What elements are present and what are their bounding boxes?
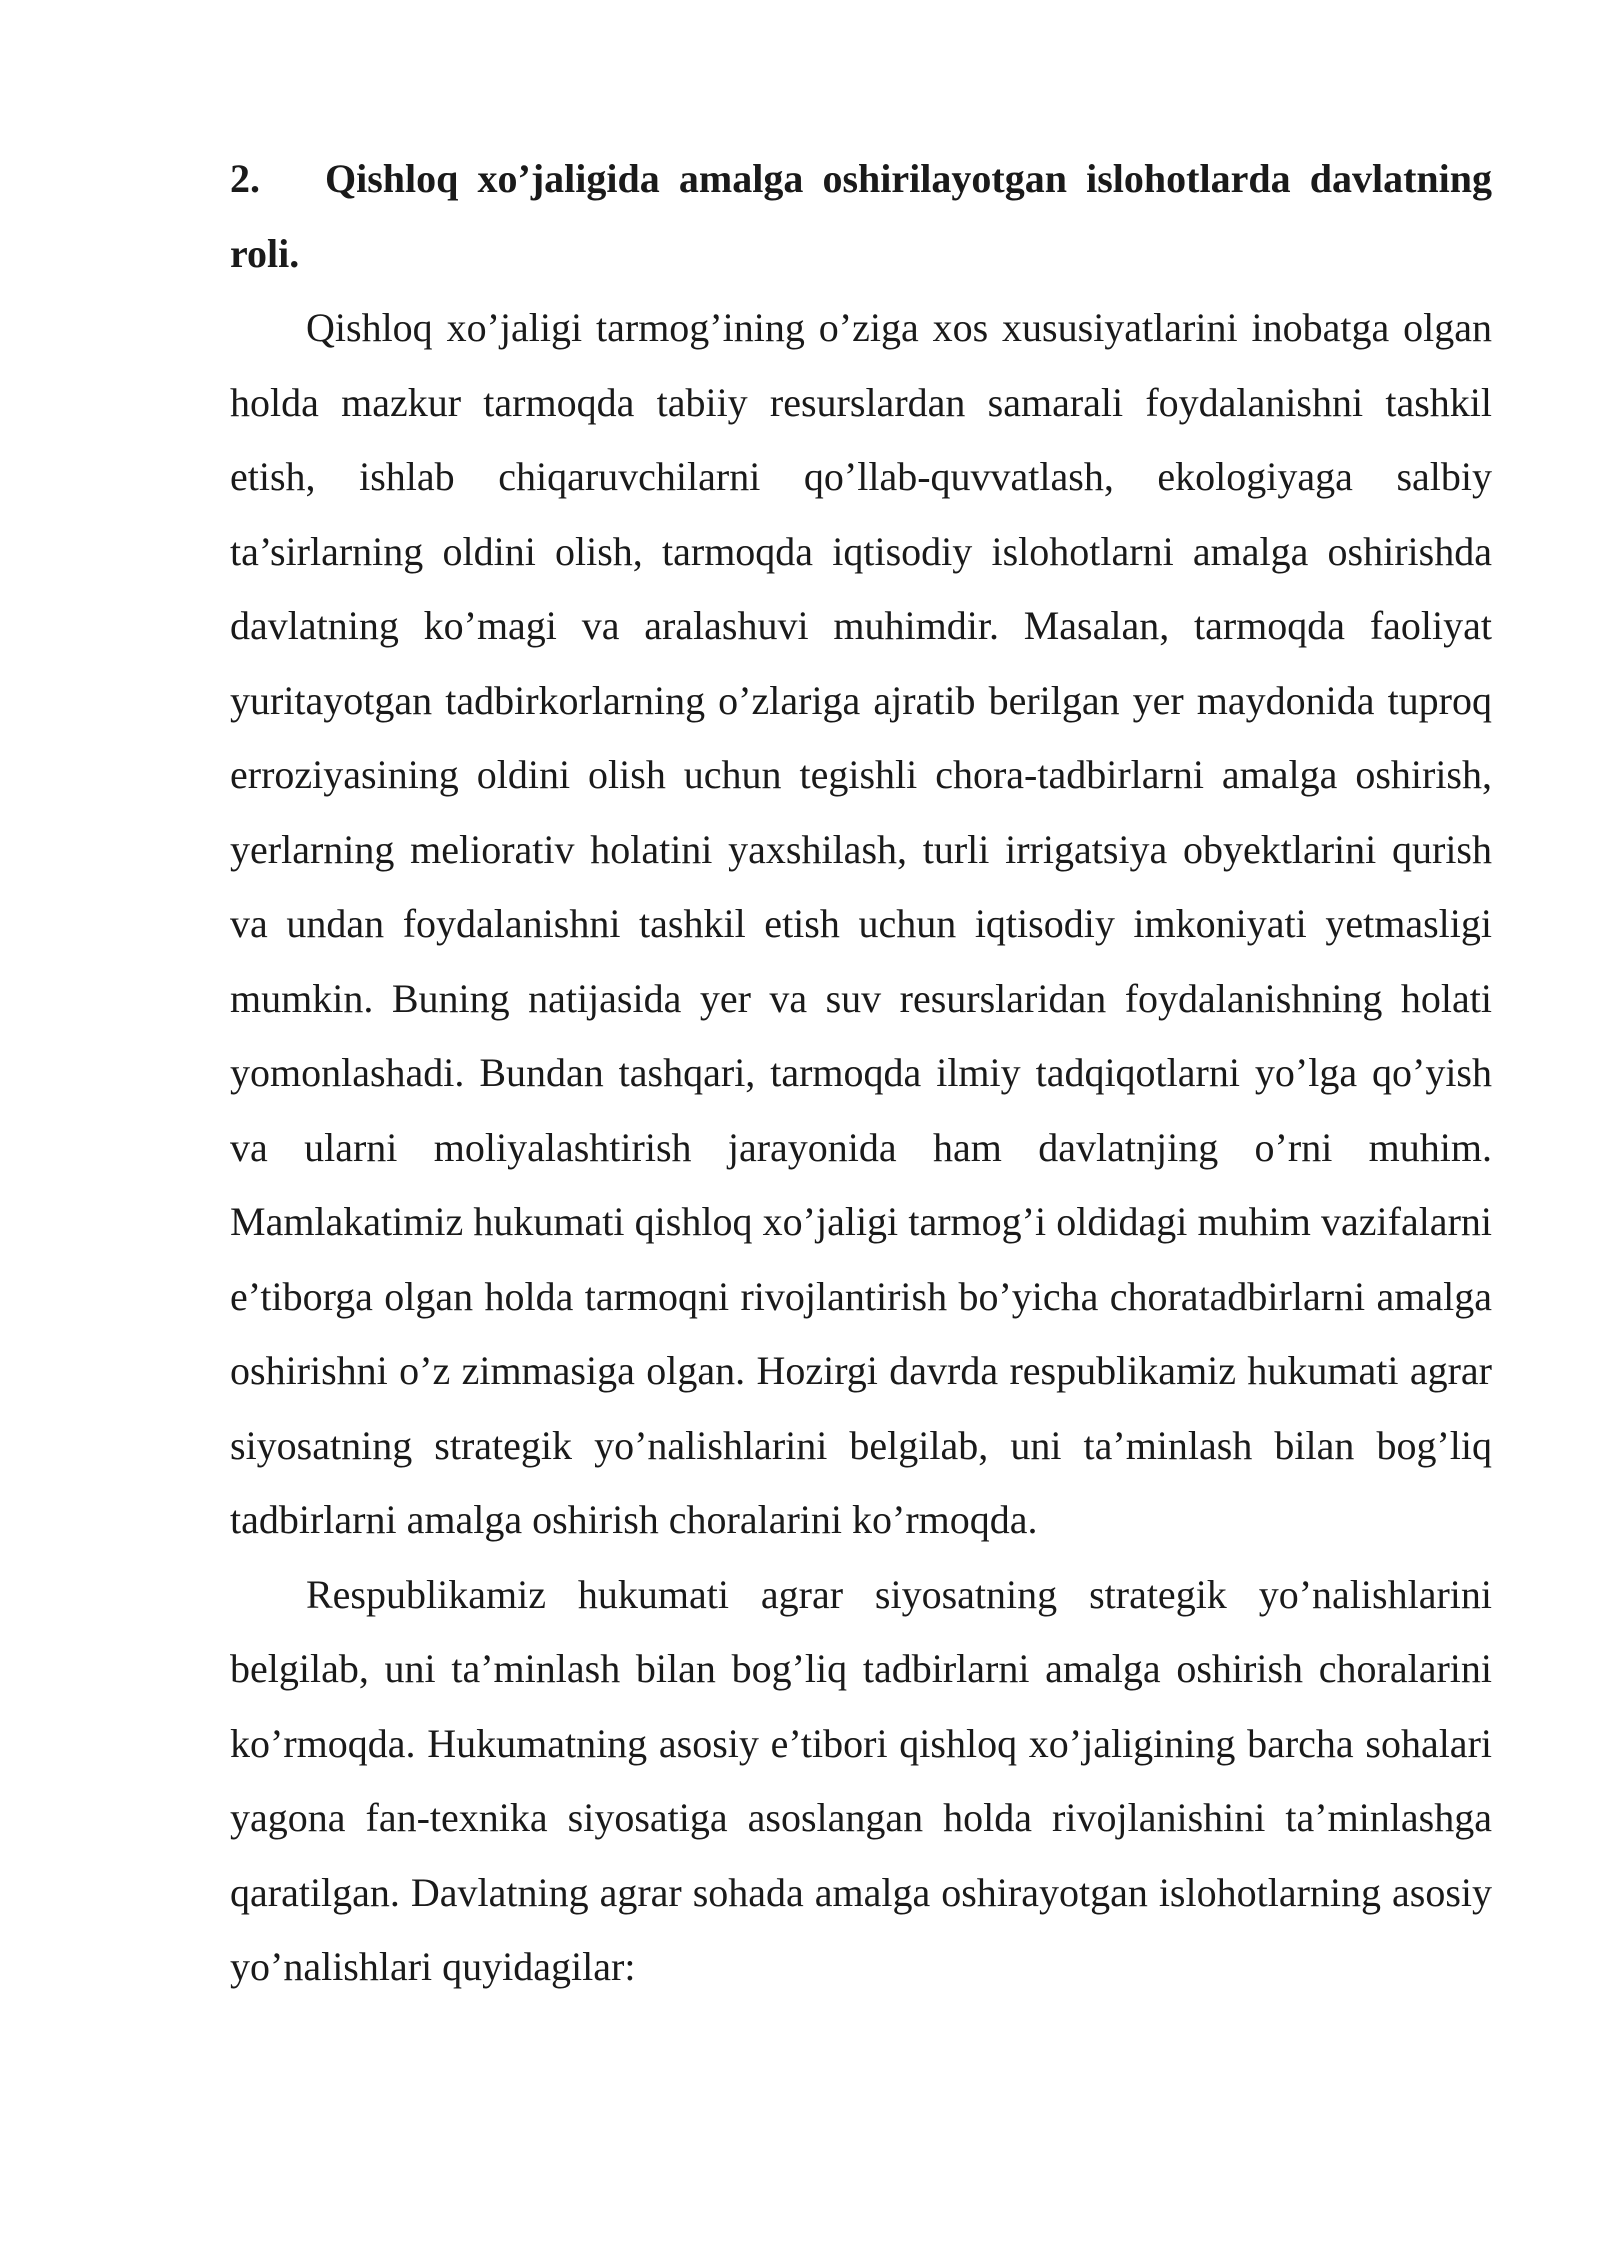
section-number: 2. <box>230 156 260 201</box>
paragraph-1: Qishloq xo’jaligi tarmog’ining o’ziga xos xususiyatlarini inobatga olgan holda mazkur tarmoqda tabiiy resurslardan samarali foydalanishni tashkil etish, ishlab chiqaruvchilarni qo’llab-quvvatlash, ekologiyaga salbiy ta’sirlarning oldini olish, tarmoqda iqtisodiy islohotlarni amalga oshirishda davlatning ko’magi va aralashuvi muhimdir. Masalan, tarmoqda faoliyat yuritayotgan tadbirkorlarning o’zlariga ajratib berilgan yer maydonida tuproq erroziyasining oldini olish uchun tegishli chora-tadbirlarni amalga oshirish, yerlarning meliorativ holatini yaxshilash, turli irrigatsiya obyektlarini qurish va undan foydalanishni tashkil etish uchun iqtisodiy imkoniyati yetmasligi mumkin. Buning natijasida yer va suv resurslaridan foydalanishning holati yomonlashadi. Bundan tashqari, tarmoqda ilmiy tadqiqotlarni yo’lga qo’yish va ularni moliyalashtirish jarayonida ham davlatnjing o’rni muhim. Mamlakatimiz hukumati qishloq xo’jaligi tarmog’i oldidagi muhim vazifalarni e’tiborga olgan holda tarmoqni rivojlantirish bo’yicha choratadbirlarni amalga oshirishni o’z zimmasiga olgan. Hozirgi davrda respublikamiz hukumati agrar siyosatning strategik yo’nalishlarini belgilab, uni ta’minlash bilan bog’liq tadbirlarni amalga oshirish choralarini ko’rmoqda. <box>230 305 1492 1542</box>
section-heading <box>230 142 1492 291</box>
section-title: Qishloq xo’jaligida amalga oshirilayotgan islohotlarda davlatning roli. <box>230 156 1492 276</box>
document-body <box>230 142 1492 2005</box>
paragraph-2: Respublikamiz hukumati agrar siyosatning strategik yo’nalishlarini belgilab, uni ta’minlash bilan bog’liq tadbirlarni amalga oshirish choralarini ko’rmoqda. Hukumatning asosiy e’tibori qishloq xo’jaligining barcha sohalari yagona fan-texnika siyosatiga asoslangan holda rivojlanishini ta’minlashga qaratilgan. Davlatning agrar sohada amalga oshirayotgan islohotlarning asosiy yo’nalishlari quyidagilar: <box>230 1571 1492 1989</box>
